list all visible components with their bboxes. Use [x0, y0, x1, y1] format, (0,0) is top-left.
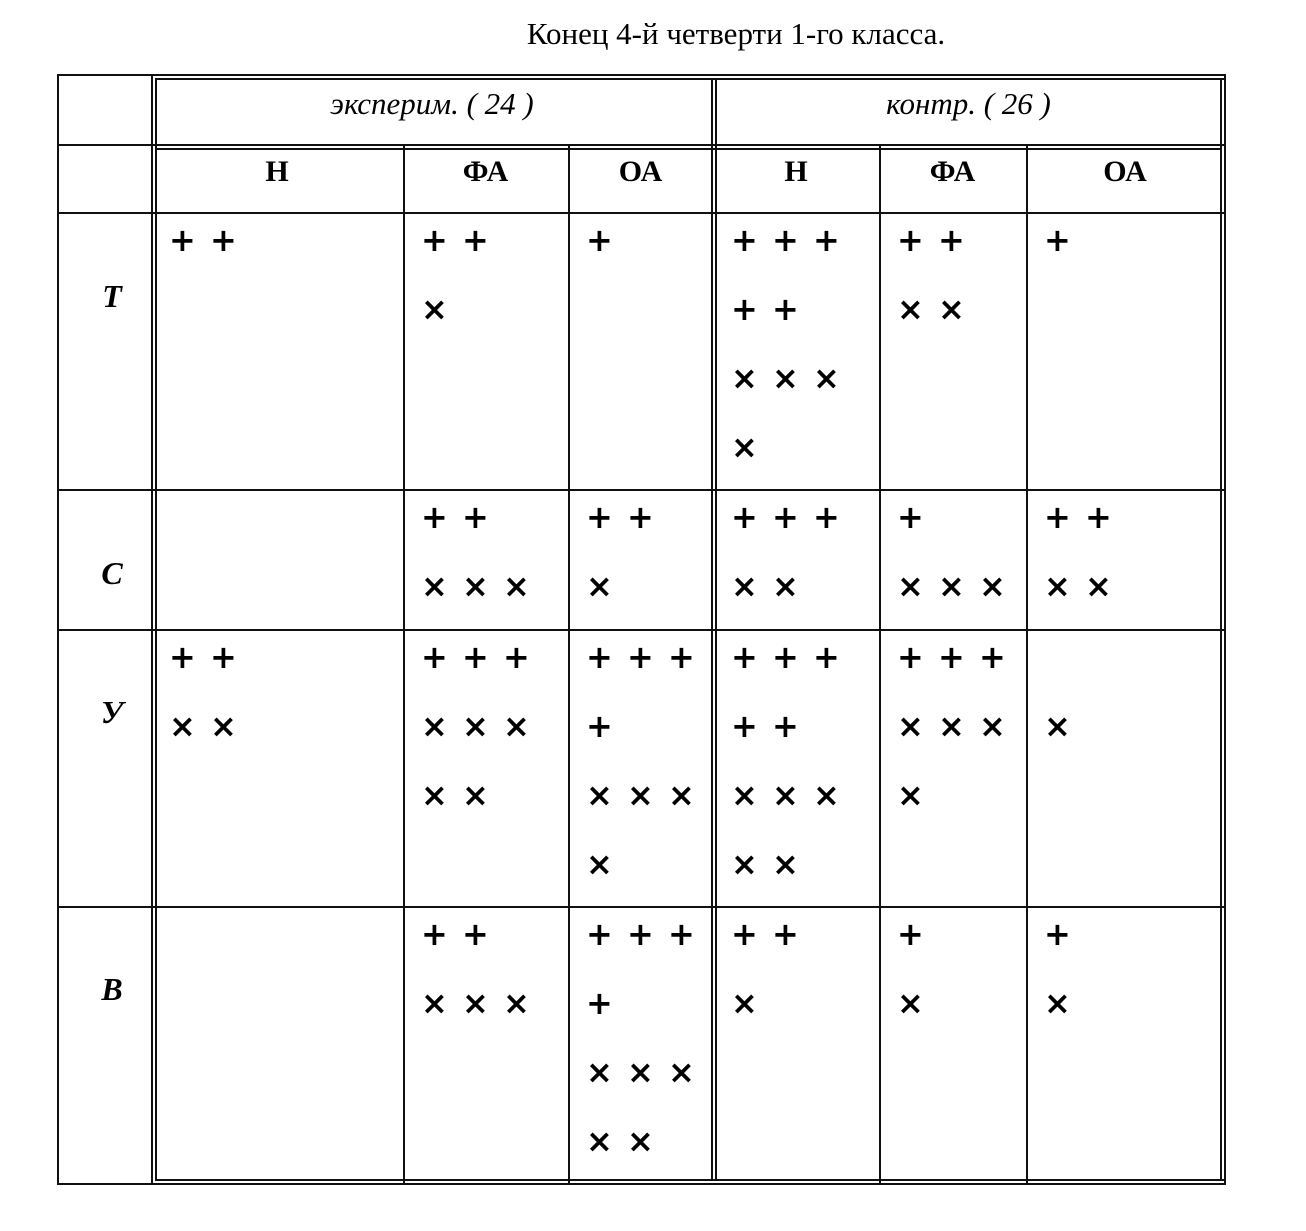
mark-line: + [897, 498, 924, 536]
mark-line: × × [1044, 567, 1112, 605]
header-divider-inner [155, 148, 1220, 150]
page-title: Конец 4-й четверти 1-го класса. [526, 16, 946, 51]
row-label-3: В [101, 971, 123, 1007]
mark-line: + + [897, 221, 965, 259]
row-divider [57, 906, 1224, 908]
mark-line: + + + [586, 638, 695, 676]
mark-line: + [1044, 915, 1071, 953]
group-header-experimental: эксперим. ( 24 ) [330, 86, 534, 121]
mark-line: + [897, 915, 924, 953]
column-header-1: ФА [462, 155, 509, 188]
mark-line: × × [586, 1122, 654, 1160]
mark-line: + + [169, 638, 237, 676]
mark-line: + + + [421, 638, 530, 676]
mark-line: × [897, 984, 924, 1022]
column-divider [403, 144, 405, 1183]
table-border-bottom [57, 1183, 1226, 1185]
mark-line: × × × [731, 359, 840, 397]
table-inner-bottom [155, 1179, 1224, 1181]
mark-line: + [586, 707, 613, 745]
mark-line: + + [586, 498, 654, 536]
mark-line: × × × [897, 707, 1006, 745]
row-divider [57, 489, 1224, 491]
row-label-1: С [101, 555, 123, 591]
mark-line: × × × [731, 776, 840, 814]
mark-line: + + [1044, 498, 1112, 536]
mark-line: + [586, 984, 613, 1022]
mark-line: + + + [731, 498, 840, 536]
column-header-4: ФА [929, 155, 976, 188]
column-header-5: ОА [1103, 155, 1147, 188]
mark-line: × × [731, 567, 799, 605]
mark-line: × × × [421, 567, 530, 605]
mark-line: × [586, 567, 613, 605]
table-inner-top [155, 78, 1224, 80]
column-divider [879, 144, 881, 1183]
mark-line: × × × [421, 707, 530, 745]
mark-line: × [731, 428, 758, 466]
mark-line: + + [421, 498, 489, 536]
table-border-top [57, 74, 1226, 76]
mark-line: + + + [731, 638, 840, 676]
mark-line: + + + [897, 638, 1006, 676]
column-divider [1026, 144, 1028, 1183]
column-header-3: Н [784, 155, 808, 188]
mark-line: × × [731, 845, 799, 883]
mark-line: × × × [586, 1053, 695, 1091]
table-border-right [1224, 74, 1226, 1185]
row-label-0: Т [102, 278, 122, 314]
mark-line: × [1044, 707, 1071, 745]
mark-line: × × × [586, 776, 695, 814]
mark-line: + + + [731, 221, 840, 259]
mark-line: × × × [897, 567, 1006, 605]
group-header-control: контр. ( 26 ) [886, 86, 1051, 121]
mark-line: × × [169, 707, 237, 745]
row-label-2: У [100, 694, 124, 730]
column-header-0: Н [265, 155, 289, 188]
mark-line: × × × [421, 984, 530, 1022]
mark-line: + + [731, 915, 799, 953]
mark-line: × [897, 776, 924, 814]
mark-line: × [731, 984, 758, 1022]
mark-line: + [1044, 221, 1071, 259]
column-header-2: ОА [618, 155, 663, 188]
mark-line: + + + [586, 915, 695, 953]
column-divider [568, 144, 570, 1183]
mark-line: + + [421, 221, 489, 259]
header-divider [57, 144, 1224, 146]
mark-line: × × [897, 290, 965, 328]
mark-line: × [421, 290, 448, 328]
mark-line: × × [421, 776, 489, 814]
mark-line: + + [731, 290, 799, 328]
row-divider [57, 212, 1224, 214]
mark-line: × [586, 845, 613, 883]
mark-line: × [1044, 984, 1071, 1022]
mark-line: + + [421, 915, 489, 953]
mark-line: + [586, 221, 613, 259]
mark-line: + + [731, 707, 799, 745]
row-divider [57, 629, 1224, 631]
mark-line: + + [169, 221, 237, 259]
